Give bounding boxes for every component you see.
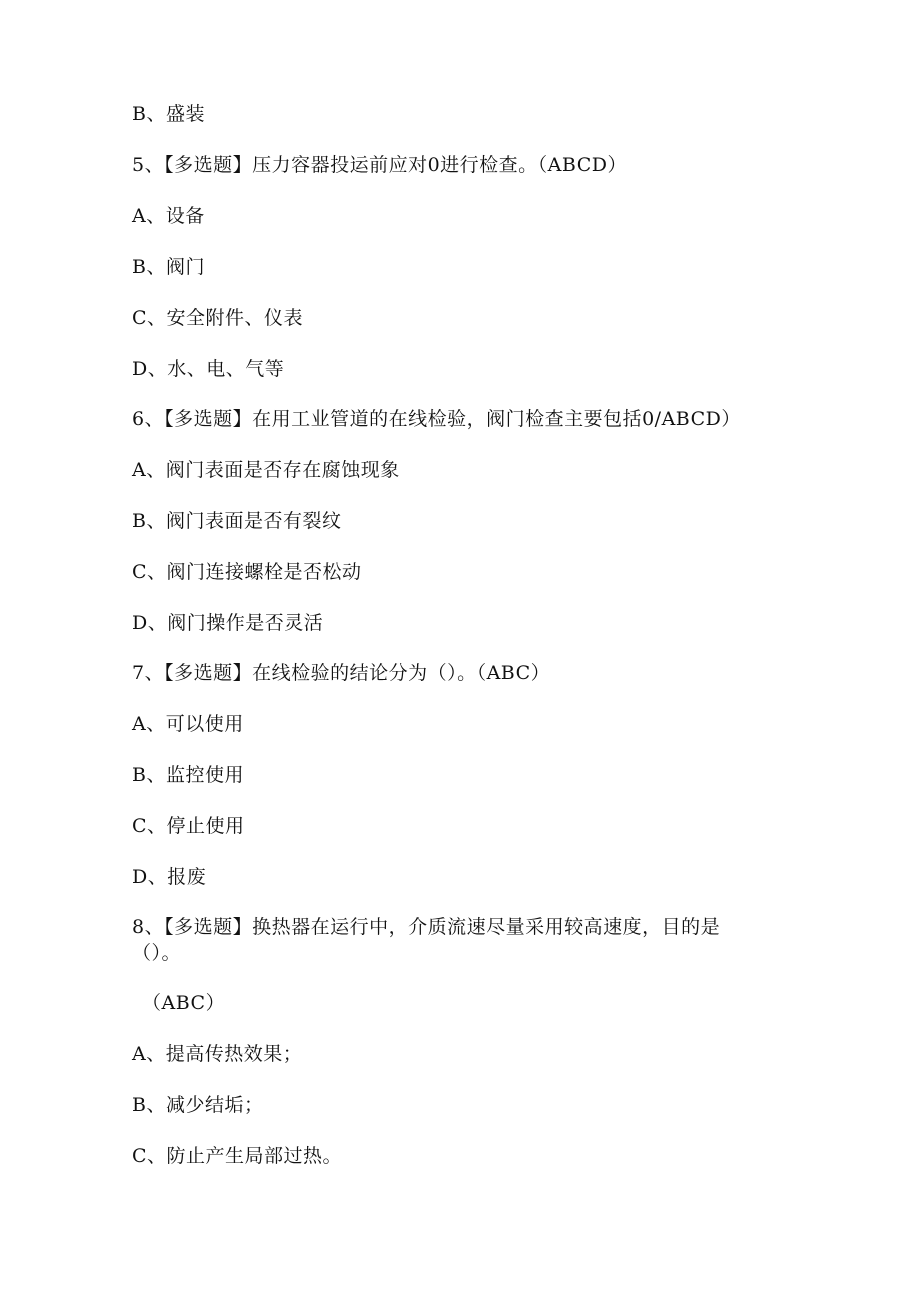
option-d-q7: D、报废 bbox=[132, 866, 207, 888]
option-b-q8: B、减少结垢； bbox=[132, 1094, 264, 1116]
option-d-q5: D、水、电、气等 bbox=[132, 358, 285, 380]
answer-q8: （ABC） bbox=[142, 992, 226, 1014]
question-5: 5、【多选题】压力容器投运前应对0进行检查。（ABCD） bbox=[132, 154, 627, 176]
question-7: 7、【多选题】在线检验的结论分为（）。（ABC） bbox=[132, 662, 551, 684]
option-b-q4: B、盛装 bbox=[132, 103, 205, 125]
question-6: 6、【多选题】在用工业管道的在线检验，阀门检查主要包括0/ABCD） bbox=[132, 408, 741, 430]
option-b-q6: B、阀门表面是否有裂纹 bbox=[132, 510, 342, 532]
option-b-q5: B、阀门 bbox=[132, 256, 205, 278]
option-a-q8: A、提高传热效果； bbox=[132, 1043, 303, 1065]
option-c-q6: C、阀门连接螺栓是否松动 bbox=[132, 561, 362, 583]
option-b-q7: B、监控使用 bbox=[132, 764, 244, 786]
option-d-q6: D、阀门操作是否灵活 bbox=[132, 612, 324, 634]
option-c-q8: C、防止产生局部过热。 bbox=[132, 1145, 343, 1167]
question-8: 8、【多选题】换热器在运行中，介质流速尽量采用较高速度，目的是 bbox=[132, 916, 721, 938]
option-c-q5: C、安全附件、仪表 bbox=[132, 307, 304, 329]
option-a-q6: A、阀门表面是否存在腐蚀现象 bbox=[132, 459, 400, 481]
question-8-continuation: （）。 bbox=[132, 942, 182, 964]
option-a-q7: A、可以使用 bbox=[132, 713, 244, 735]
option-a-q5: A、设备 bbox=[132, 205, 205, 227]
option-c-q7: C、停止使用 bbox=[132, 815, 245, 837]
